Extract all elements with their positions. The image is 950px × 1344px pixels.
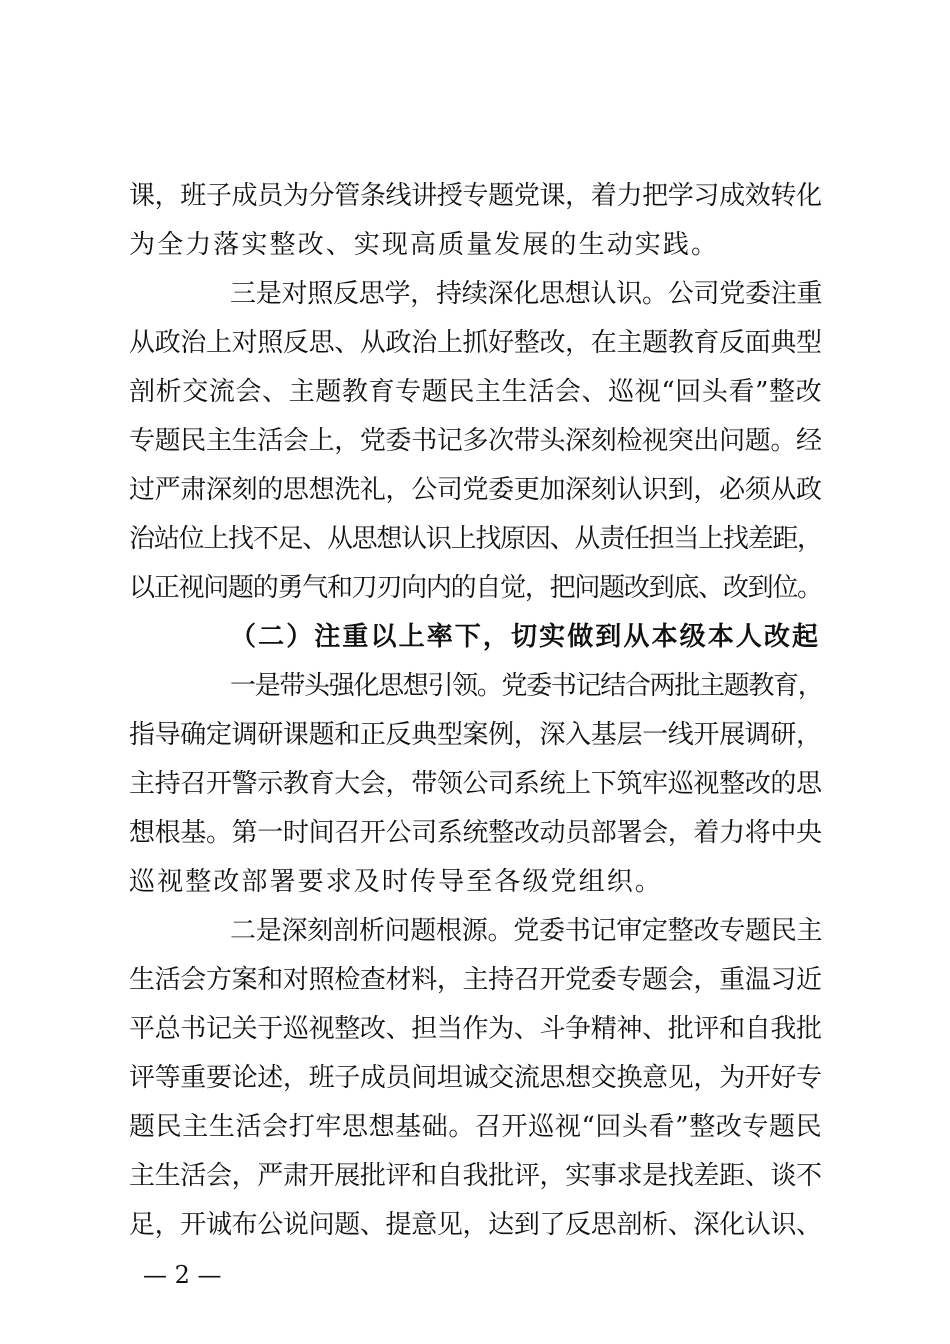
paragraph-line: 三是对照反思学，持续深化思想认识。公司党委注重 — [230, 279, 823, 309]
paragraph-line: 一是带头强化思想引领。党委书记结合两批主题教育， — [230, 671, 823, 701]
paragraph-line: 从政治上对照反思、从政治上抓好整改，在主题教育反面典型 — [129, 328, 822, 358]
paragraph-line: 为全力落实整改、实现高质量发展的生动实践。 — [129, 230, 720, 260]
paragraph-line: 课，班子成员为分管条线讲授专题党课，着力把学习成效转化 — [129, 181, 822, 211]
paragraph-line: 平总书记关于巡视整改、担当作为、斗争精神、批评和自我批 — [129, 1014, 822, 1044]
paragraph-line: 二是深刻剖析问题根源。党委书记审定整改专题民主 — [230, 916, 823, 946]
paragraph-line: 治站位上找不足、从思想认识上找原因、从责任担当上找差距， — [129, 524, 822, 554]
paragraph-line: 过严肃深刻的思想洗礼，公司党委更加深刻认识到，必须从政 — [129, 475, 822, 505]
paragraph-line: 生活会方案和对照检查材料，主持召开党委专题会，重温习近 — [129, 965, 822, 995]
paragraph-line: 剖析交流会、主题教育专题民主生活会、巡视“回头看”整改 — [129, 377, 823, 407]
paragraph-line: 指导确定调研课题和正反典型案例，深入基层一线开展调研， — [129, 720, 822, 750]
paragraph-line: 评等重要论述，班子成员间坦诚交流思想交换意见，为开好专 — [129, 1063, 822, 1093]
paragraph-line: 巡视整改部署要求及时传导至各级党组织。 — [129, 867, 663, 897]
paragraph-line: 专题民主生活会上，党委书记多次带头深刻检视突出问题。经 — [129, 426, 822, 456]
paragraph-line: 足，开诚布公说问题、提意见，达到了反思剖析、深化认识、 — [129, 1210, 822, 1240]
section-heading: （二）注重以上率下，切实做到从本级本人改起 — [230, 622, 821, 652]
page-number: — 2 — — [143, 1261, 222, 1289]
paragraph-line: 主生活会，严肃开展批评和自我批评，实事求是找差距、谈不 — [129, 1161, 822, 1191]
paragraph-line: 题民主生活会打牢思想基础。召开巡视“回头看”整改专题民 — [129, 1112, 823, 1142]
paragraph-line: 主持召开警示教育大会，带领公司系统上下筑牢巡视整改的思 — [129, 769, 822, 799]
paragraph-line: 想根基。第一时间召开公司系统整改动员部署会，着力将中央 — [129, 818, 822, 848]
paragraph-line: 以正视问题的勇气和刀刃向内的自觉，把问题改到底、改到位。 — [129, 573, 822, 603]
